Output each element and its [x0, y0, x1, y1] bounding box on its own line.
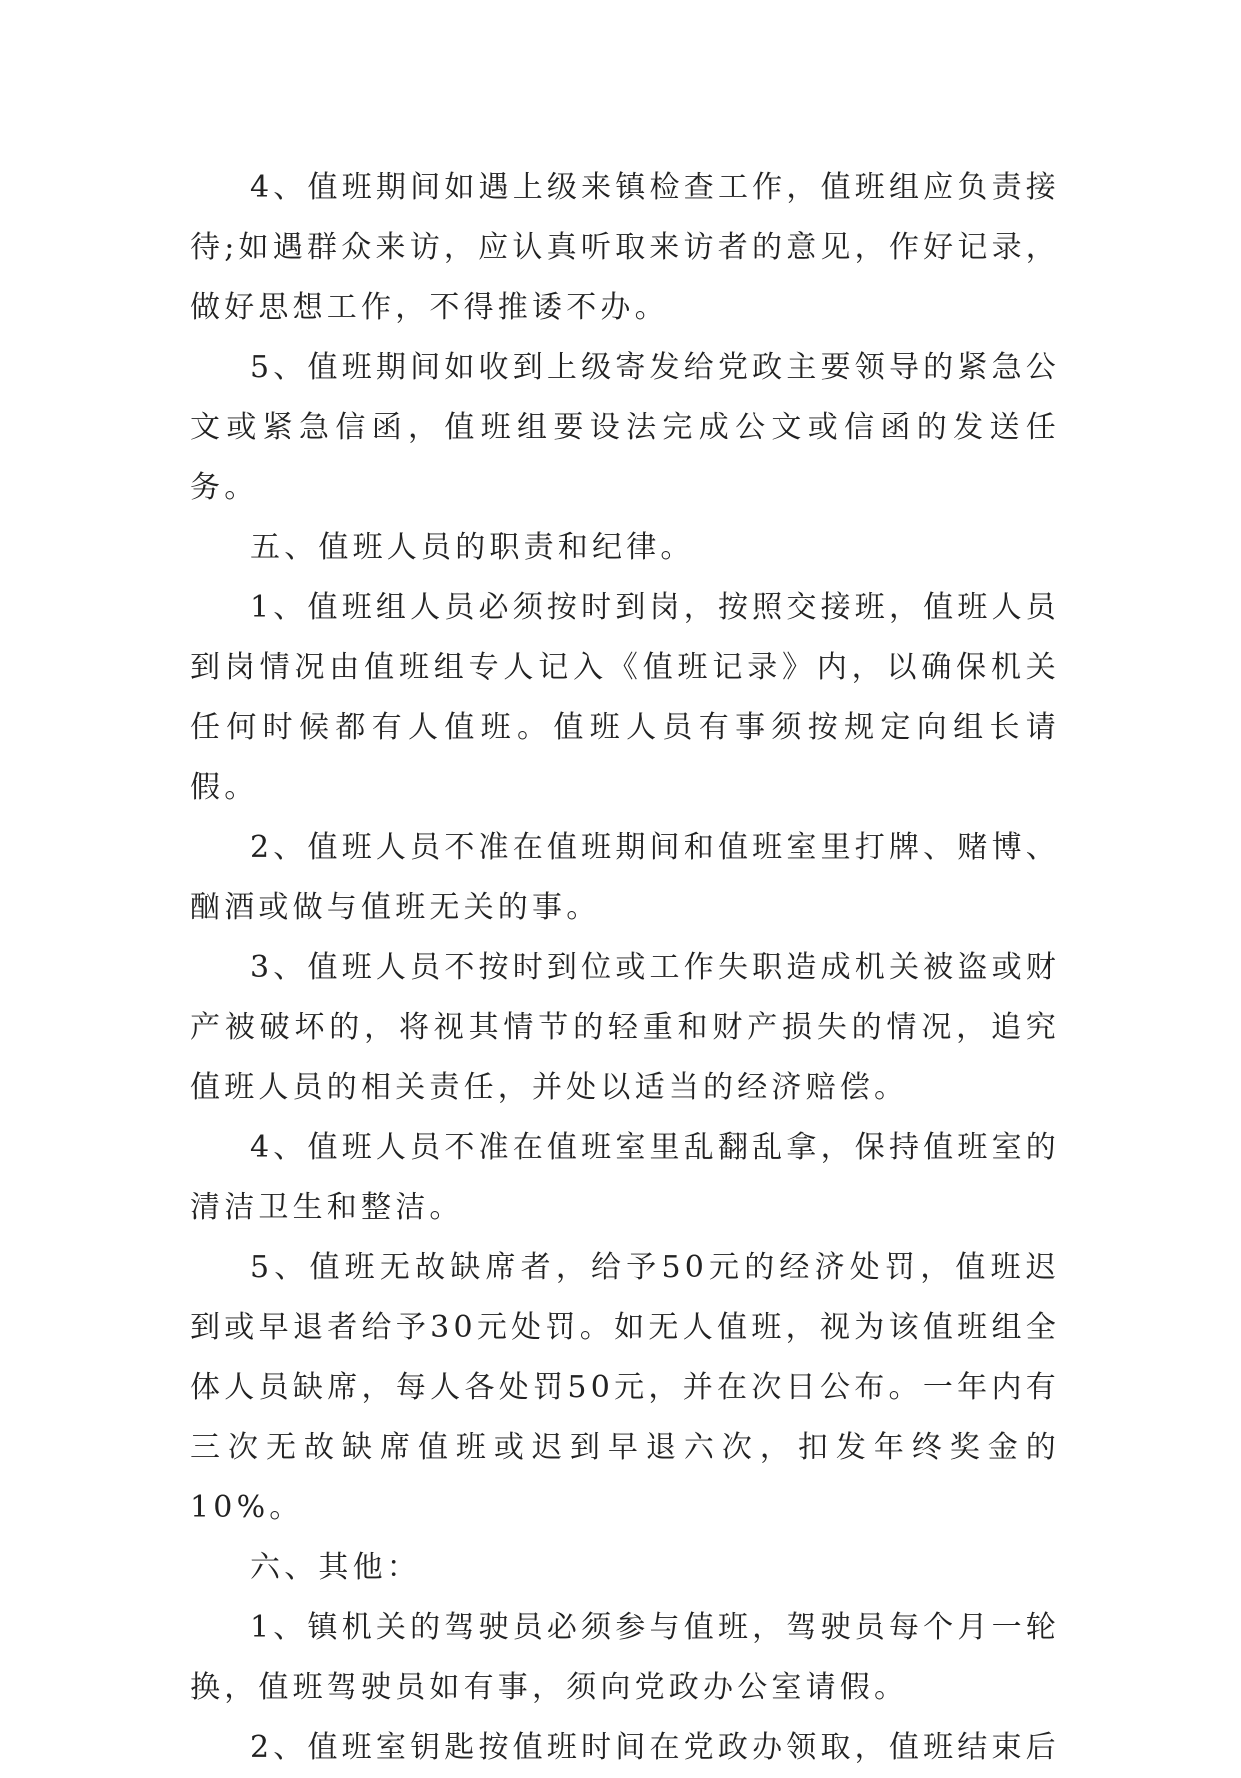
paragraph-duty-5-urgent-documents: 5、值班期间如收到上级寄发给党政主要领导的紧急公文或紧急信函，值班组要设法完成公文或信函的发送任务。 — [190, 350, 1060, 505]
paragraph-discipline-4-cleanliness: 4、值班人员不准在值班室里乱翻乱拿，保持值班室的清洁卫生和整洁。 — [190, 1130, 1060, 1225]
paragraph-discipline-3-liability: 3、值班人员不按时到位或工作失职造成机关被盗或财产被破坏的，将视其情节的轻重和财产损失的情况，追究值班人员的相关责任，并处以适当的经济赔偿。 — [190, 950, 1060, 1105]
paragraph-duty-4-inspection-visits: 4、值班期间如遇上级来镇检查工作，值班组应负责接待;如遇群众来访，应认真听取来访者的意见，作好记录，做好思想工作，不得推诿不办。 — [190, 170, 1060, 325]
section-heading-responsibilities-discipline: 五、值班人员的职责和纪律。 — [250, 530, 695, 565]
section-heading-other: 六、其他： — [250, 1550, 421, 1585]
document-body — [190, 158, 1060, 1778]
paragraph-discipline-1-on-time: 1、值班组人员必须按时到岗，按照交接班，值班人员到岗情况由值班组专人记入《值班记录》内，以确保机关任何时候都有人值班。值班人员有事须按规定向组长请假。 — [190, 590, 1060, 805]
paragraph-other-2-keys: 2、值班室钥匙按值班时间在党政办领取，值班结束后 — [250, 1730, 1060, 1765]
paragraph-discipline-2-prohibited-activities: 2、值班人员不准在值班期间和值班室里打牌、赌博、酗酒或做与值班无关的事。 — [190, 830, 1060, 925]
paragraph-other-1-drivers: 1、镇机关的驾驶员必须参与值班，驾驶员每个月一轮换，值班驾驶员如有事，须向党政办公室请假。 — [190, 1610, 1060, 1705]
paragraph-discipline-5-penalties: 5、值班无故缺席者，给予50元的经济处罚，值班迟到或早退者给予30元处罚。如无人值班，视为该值班组全体人员缺席，每人各处罚50元，并在次日公布。一年内有三次无故缺席值班或迟到早退六次，扣发年终奖金的10%。 — [190, 1250, 1060, 1525]
